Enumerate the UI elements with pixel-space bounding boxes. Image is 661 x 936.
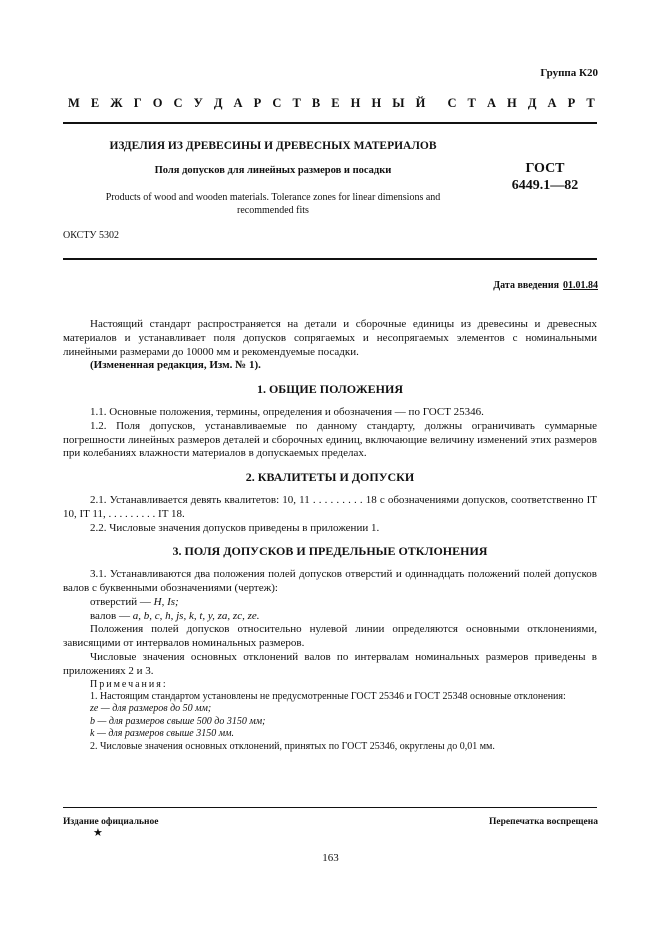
heading-letter: Н	[371, 96, 382, 110]
note-1-k: k — для размеров свыше 3150 мм.	[90, 728, 235, 740]
heading-letter: М	[68, 96, 80, 110]
heading-letter: Д	[527, 96, 537, 110]
heading-letter: С	[173, 96, 183, 110]
heading-letter: Г	[133, 96, 142, 110]
section-3-values-text: Числовые значения основных отклонений валов по интервалам номинальных размеров приведены в приложениях 2 и 3.	[63, 650, 597, 677]
interstate-standard-heading	[68, 96, 595, 111]
heading-letter: Е	[331, 96, 340, 110]
heading-letter: Д	[213, 96, 223, 110]
group-code: Группа К20	[540, 67, 598, 79]
note-1-b: b — для размеров свыше 500 до 3150 мм;	[90, 715, 266, 727]
gost-designation	[495, 160, 595, 194]
holes-line	[63, 596, 597, 610]
heading-letter: У	[193, 96, 203, 110]
section-3-position-text: Положения полей допусков относительно нулевой линии определяются основными отклонениями, зависящими от интервалов номинальных размеров.	[63, 623, 597, 650]
heading-letter: Е	[90, 96, 100, 110]
shafts-label: валов —	[90, 609, 130, 622]
section-1-2: 1.2. Поля допусков, устанавливаемые по данному стандарту, должны ограничивать суммарные погрешности линейных размеров деталей и сборочных единиц, включающие величину изменений этих размеров при колебаниях влажности материалов в допускаемых пределах.	[63, 419, 597, 460]
english-title-line1: Products of wood and wooden materials. Tolerance zones for linear dimensions and	[105, 192, 441, 203]
note-1: 1. Настоящим стандартом установлены не предусмотренные ГОСТ 25346 и ГОСТ 25348 основные отклонения:	[90, 690, 566, 702]
holes-label: отверстий —	[90, 595, 151, 608]
section-3-1: 3.1. Устанавливаются два положения полей допусков отверстий и одиннадцать положений полей допусков валов с буквенными обозначениями (чертеж):	[63, 568, 597, 594]
star-icon: ★	[93, 827, 103, 839]
footer-divider	[63, 807, 597, 808]
shafts-designations: a, b, c, h, js, k, t, y, za, zc, ze.	[132, 609, 260, 622]
date-value: 01.01.84	[563, 280, 598, 291]
section-2-2: 2.2. Числовые значения допусков приведены в приложении 1.	[90, 521, 380, 534]
document-title: ИЗДЕЛИЯ ИЗ ДРЕВЕСИНЫ И ДРЕВЕСНЫХ МАТЕРИАЛОВ	[109, 140, 437, 152]
heading-letter: О	[152, 96, 163, 110]
intro-paragraph: Настоящий стандарт распространяется на детали и сборочные единицы из древесины и древесных материалов и устанавливает поля допусков сопрягаемых и несопрягаемых элементов с номинальными линейными размерами до 10000 мм и рекомендуемые посадки.	[63, 318, 597, 358]
section-2-heading: 2. КВАЛИТЕТЫ И ДОПУСКИ	[245, 470, 415, 485]
heading-letter: Т	[586, 96, 595, 110]
heading-letter: Т	[292, 96, 301, 110]
heading-letter: С	[272, 96, 282, 110]
heading-letter: Р	[253, 96, 262, 110]
middle-divider	[63, 258, 597, 260]
reprint-prohibited-label: Перепечатка воспрещена	[488, 817, 598, 827]
holes-designations: H, Is;	[153, 595, 179, 608]
heading-letter: Т	[467, 96, 476, 110]
page-number: 163	[322, 852, 339, 864]
section-3-heading: 3. ПОЛЯ ДОПУСКОВ И ПРЕДЕЛЬНЫЕ ОТКЛОНЕНИЯ	[172, 544, 488, 559]
heading-letter: Й	[415, 96, 426, 110]
english-title	[63, 192, 483, 217]
heading-letter: А	[233, 96, 243, 110]
okstu-code: ОКСТУ 5302	[63, 230, 120, 241]
english-title-line2: recommended fits	[237, 204, 309, 216]
introduction-date	[493, 280, 598, 291]
heading-letter: А	[547, 96, 557, 110]
note-2: 2. Числовые значения основных отклонений, принятых по ГОСТ 25346, округлены до 0,01 мм.	[90, 740, 495, 752]
notes-title: Примечания:	[90, 678, 168, 690]
document-body	[63, 318, 597, 753]
note-1-ze: ze — для размеров до 50 мм;	[90, 703, 212, 715]
heading-letter: Н	[350, 96, 361, 110]
document-subtitle: Поля допусков для линейных размеров и посадки	[154, 165, 392, 176]
heading-letter: С	[447, 96, 457, 110]
gost-number: 6449.1—82	[511, 178, 579, 193]
shafts-line	[63, 610, 597, 624]
top-divider	[63, 122, 597, 124]
section-2-1: 2.1. Устанавливается девять квалитетов: 10, 11 . . . . . . . . . 18 с обозначениями допусков, соответственно IT 10, IT 11, . . . . . . . . . IT 18.	[63, 493, 597, 520]
notes-block	[63, 679, 597, 753]
section-1-heading: 1. ОБЩИЕ ПОЛОЖЕНИЯ	[256, 382, 404, 397]
section-1-1: 1.1. Основные положения, термины, определения и обозначения — по ГОСТ 25346.	[90, 405, 484, 418]
heading-letter: В	[311, 96, 321, 110]
official-edition-label: Издание официальное	[63, 817, 159, 827]
amendment-note: (Измененная редакция, Изм. № 1).	[90, 359, 261, 372]
date-label: Дата введения	[493, 280, 559, 291]
heading-letter: Ж	[110, 96, 123, 110]
heading-letter: Р	[567, 96, 576, 110]
heading-letter: Н	[507, 96, 517, 110]
heading-letter: А	[486, 96, 496, 110]
gost-label: ГОСТ	[525, 161, 565, 176]
heading-letter: Ы	[392, 96, 405, 110]
